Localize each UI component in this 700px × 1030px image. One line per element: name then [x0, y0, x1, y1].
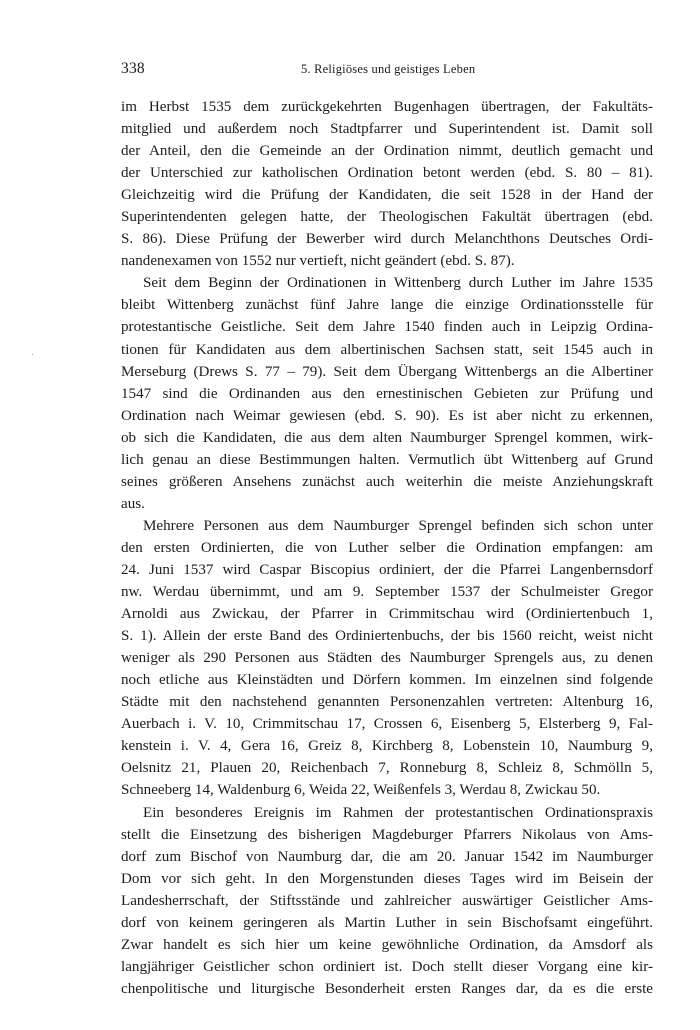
- text-line: Ein besonderes Ereignis im Rahmen der protestantischen Ordinationspraxis: [143, 804, 653, 821]
- text-line: protestantische Geistliche. Seit dem Jahre 1540 finden auch in Leipzig Ordina-: [121, 319, 653, 336]
- text-line: 1547 sind die Ordinanden aus den ernestinischen Gebieten zur Prüfung und: [121, 385, 653, 402]
- text-line: mitglied und außerdem noch Stadtpfarrer und Superintendent ist. Damit soll: [121, 121, 653, 138]
- paragraph: [121, 515, 653, 802]
- text-line: 24. Juni 1537 wird Caspar Biscopius ordiniert, der die Pfarrei Langenbernsdorf: [121, 561, 653, 578]
- text-line: Oelsnitz 21, Plauen 20, Reichenbach 7, Ronneburg 8, Schleiz 8, Schmölln 5,: [121, 760, 653, 777]
- text-line: S. 1). Allein der erste Band des Ordiniertenbuchs, der bis 1560 reicht, weist nicht: [121, 628, 653, 645]
- chapter-title: 5. Religiöses und geistiges Leben: [301, 62, 476, 76]
- text-line: Schneeberg 14, Waldenburg 6, Weida 22, Weißenfels 3, Werdau 8, Zwickau 50.: [121, 782, 601, 799]
- text-line: stellt die Einsetzung des bisherigen Magdeburger Pfarrers Nikolaus von Ams-: [121, 826, 653, 843]
- text-line: Dom vor sich geht. In den Morgenstunden dieses Tages wird im Beisein der: [121, 870, 653, 887]
- running-head: [121, 60, 653, 82]
- text-line: Merseburg (Drews S. 77 – 79). Seit dem Übergang Wittenbergs an die Albertiner: [121, 363, 653, 380]
- page-number: 338: [121, 60, 145, 77]
- text-line: den ersten Ordinierten, die von Luther selber die Ordination empfangen: am: [121, 539, 653, 556]
- text-line: kenstein i. V. 4, Gera 16, Greiz 8, Kirchberg 8, Lobenstein 10, Naumburg 9,: [121, 738, 653, 755]
- body-text: [121, 96, 653, 1000]
- margin-speck: [32, 354, 33, 355]
- text-line: nandenexamen von 1552 nur vertieft, nicht geändert (ebd. S. 87).: [121, 253, 515, 270]
- text-line: im Herbst 1535 dem zurückgekehrten Bugenhagen übertragen, der Fakultäts-: [121, 99, 653, 115]
- text-line: weniger als 290 Personen aus Städten des Naumburger Sprengels aus, zu denen: [121, 650, 653, 667]
- text-line: der Unterschied zur katholischen Ordination betont werden (ebd. S. 80 – 81).: [121, 165, 653, 182]
- paragraph: [121, 272, 653, 515]
- text-line: Auerbach i. V. 10, Crimmitschau 17, Crossen 6, Eisenberg 5, Elsterberg 9, Fal-: [121, 716, 653, 733]
- text-line: Städte mit den nachstehend genannten Personenzahlen vertreten: Altenburg 16,: [121, 694, 653, 711]
- text-line: tionen für Kandidaten aus dem albertinischen Sachsen statt, seit 1545 auch in: [121, 341, 653, 358]
- text-line: der Anteil, den die Gemeinde an der Ordination nimmt, deutlich gemacht und: [121, 143, 653, 160]
- text-line: langjähriger Geistlicher schon ordiniert ist. Doch stellt dieser Vorgang eine kir-: [121, 958, 653, 975]
- text-line: Gleichzeitig wird die Prüfung der Kandidaten, die seit 1528 in der Hand der: [121, 187, 653, 204]
- text-line: chenpolitische und liturgische Besonderheit ersten Ranges dar, da es die erste: [121, 980, 653, 997]
- text-line: lich genau an diese Bestimmungen halten. Vermutlich übt Wittenberg auf Grund: [121, 451, 653, 468]
- text-line: seines größeren Ansehens zunächst auch weiterhin die meiste Anziehungskraft: [121, 473, 653, 490]
- text-line: noch etliche aus Kleinstädten und Dörfern kommen. Im einzelnen sind folgende: [121, 672, 653, 689]
- text-line: Ordination nach Weimar gewiesen (ebd. S. 90). Es ist aber nicht zu erkennen,: [121, 407, 653, 424]
- text-line: nw. Werdau übernimmt, und am 9. September 1537 der Schulmeister Gregor: [121, 584, 653, 601]
- text-line: Seit dem Beginn der Ordinationen in Wittenberg durch Luther im Jahre 1535: [143, 275, 653, 292]
- paragraph: [121, 96, 653, 272]
- text-line: Mehrere Personen aus dem Naumburger Sprengel befinden sich schon unter: [143, 517, 653, 534]
- text-line: Superintendenten gelegen hatte, der Theologischen Fakultät übertragen (ebd.: [121, 209, 653, 226]
- text-line: Arnoldi aus Zwickau, der Pfarrer in Crimmitschau wird (Ordiniertenbuch 1,: [121, 606, 653, 623]
- text-line: dorf von keinem geringeren als Martin Luther in sein Bischofsamt eingeführt.: [121, 914, 653, 931]
- text-line: Landesherrschaft, der Stiftsstände und zahlreicher auswärtiger Geistlicher Ams-: [121, 892, 653, 909]
- text-line: Zwar handelt es sich hier um keine gewöhnliche Ordination, da Amsdorf als: [121, 936, 653, 953]
- text-line: bleibt Wittenberg zunächst fünf Jahre lange die einzige Ordinationsstelle für: [121, 297, 653, 314]
- text-line: dorf zum Bischof von Naumburg dar, die am 20. Januar 1542 im Naumburger: [121, 848, 653, 865]
- text-line: ob sich die Kandidaten, die aus dem alten Naumburger Sprengel kommen, wirk-: [121, 429, 653, 446]
- paragraph: [121, 802, 653, 1000]
- text-line: S. 86). Diese Prüfung der Bewerber wird durch Melanchthons Deutsches Ordi-: [121, 231, 653, 248]
- text-line: aus.: [121, 495, 145, 512]
